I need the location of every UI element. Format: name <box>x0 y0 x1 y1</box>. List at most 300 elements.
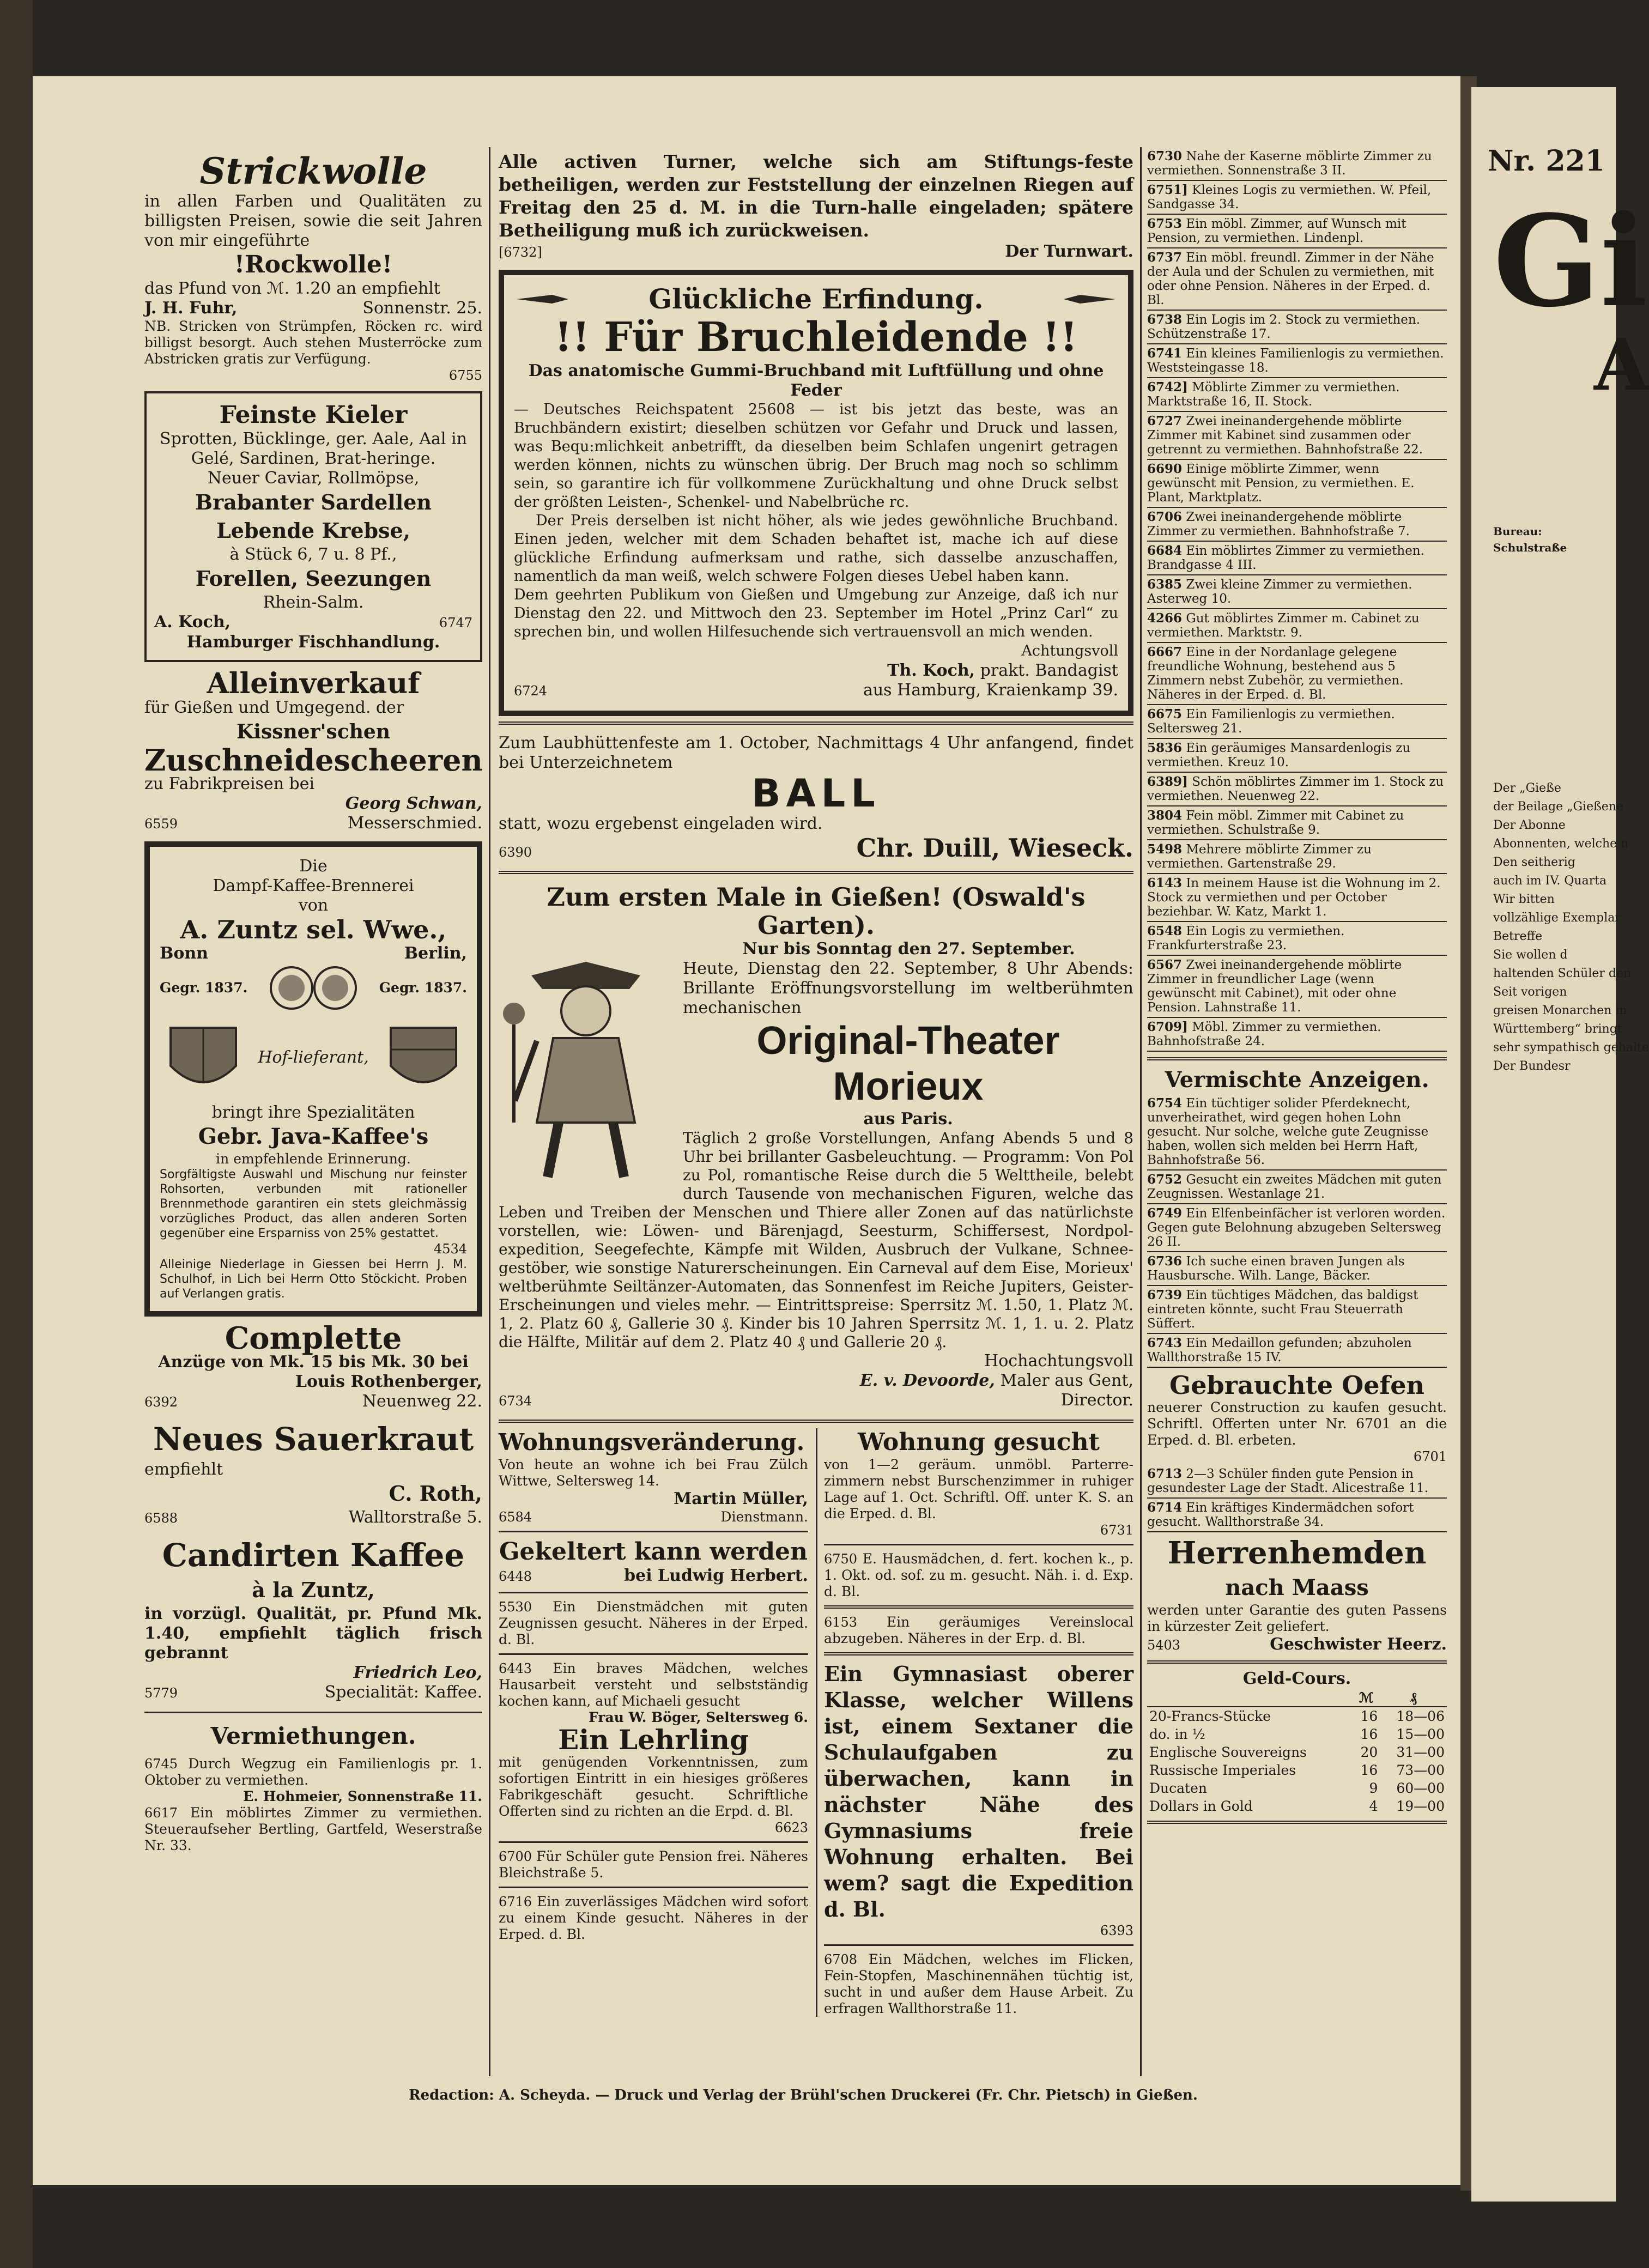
ad-number: 6743 <box>1147 1336 1183 1350</box>
column-2-right <box>816 1428 1133 2017</box>
ad-trade: Messerschmied. <box>347 814 482 833</box>
ad-number: 6730 <box>1147 149 1183 163</box>
ad-number: 6448 <box>499 1569 532 1584</box>
ad-number: 6393 <box>1100 1923 1133 1938</box>
divider <box>824 1944 1133 1946</box>
masthead: Gi <box>1493 188 1648 335</box>
rates-cell-label: 20-Francs-Stücke <box>1149 1708 1271 1724</box>
ad-number: 6392 <box>144 1394 178 1410</box>
ad-number: 6617 <box>144 1805 178 1821</box>
ad-text: Einige möblirte Zimmer, wenn gewünscht mit Pension, zu vermiethen. E. Plant, Marktplatz. <box>1147 462 1415 505</box>
ad-body: Sorgfältigste Auswahl und Mischung nur feinster Rohsorten, verbunden mit rationeller Brennmethode garantiren ein stets gleichmässig vorzügliches Product, das allen anderen Sorten gegenüber eine Ersparniss von 25% gestattet. <box>160 1168 467 1240</box>
ad-text: Ein kleines Familienlogis zu vermiethen. Weststeingasse 18. <box>1147 347 1444 375</box>
next-page-line: Seit vorigen <box>1493 985 1567 999</box>
ad-text: Anzüge von Mk. 15 bis Mk. 30 bei <box>158 1353 469 1372</box>
rental-item <box>1147 922 1447 956</box>
ad-body: Täglich 2 große Vorstellungen, Anfang Abends 5 und 8 Uhr bei brillanter Gasbeleuchtung. — Programm: Von Pol zu Pol, romantische Reise durch die 5 Welttheile, belebt durch Tausende von mechanischen Figuren, welche das Leben und Treiben der Menschen und Thiere aller Zonen auf das natürlichste vorstellen, wie: Löwen- und Bärenjagd, Seesturm, Schiffersest, Nordpol-expedition, Seegefechte, Kämpfe mit Wilden, Ausbruch der Vulkane, Schnee-gestöber, wie sonstige Naturerscheinungen. Ein Carneval auf dem Eise, Morieux' weltberühmte Seiltänzer-Automaten, das Sonnenfest im Reiche Jupiters, Geister-Erscheinungen und vieles mehr. — Eintrittspreise: Sperrsitz ℳ. 1.50, 1. Platz ℳ. 1, 2. Platz 60 ₰, Gallerie 30 ₰. Kinder bis 10 Jahren Sperrsitz ℳ. 1, 1. u. 2. Platz die Hälfte, Militär auf dem 2. Platz 40 ₰ und Gallerie 20 ₰. <box>499 1129 1133 1351</box>
ad-text: neuerer Construction zu kaufen gesucht. Schriftl. Offerten unter Nr. 6701 an die Erped. d. Bl. erbeten. <box>1147 1399 1447 1448</box>
ad-text: Nahe der Kaserne möblirte Zimmer zu vermiethen. Sonnenstraße 3 II. <box>1147 149 1432 178</box>
ad-depot: Alleinige Niederlage in Giessen bei Herrn J. M. Schulhof, in Lich bei Herrn Otto Stöckicht. Proben auf Verlangen gratis. <box>160 1258 467 1301</box>
ad-text: empfiehlt <box>144 1460 223 1479</box>
ad-number: 6734 <box>499 1393 532 1409</box>
ad-price: à Stück 6, 7 u. 8 Pf., <box>229 545 397 564</box>
rental-item <box>1147 344 1447 378</box>
ad-seller: C. Roth, <box>389 1481 482 1506</box>
column-rule <box>489 147 490 2076</box>
rates-cell-p: 19—00 <box>1396 1798 1445 1814</box>
rental-item <box>1147 215 1447 248</box>
rental-item <box>1147 1018 1447 1052</box>
rates-cell-label: Dollars in Gold <box>1149 1798 1253 1814</box>
rental-item <box>1147 412 1447 460</box>
rental-item <box>1147 311 1447 344</box>
ad-text-2: Neuer Caviar, Rollmöpse, <box>207 469 420 488</box>
divider <box>499 721 1133 725</box>
ad-number: 6584 <box>499 1509 532 1525</box>
ad-text: Ein Elfenbeinfächer ist verloren worden. Gegen gute Belohnung abzugeben Seltersweg 26 II. <box>1147 1206 1446 1249</box>
book-spine <box>0 0 33 2268</box>
ad-number: 6731 <box>1100 1523 1133 1538</box>
masthead-sub: A <box>1594 323 1649 407</box>
ad-number: [6732] <box>499 245 542 260</box>
ad-number: 6751] <box>1147 183 1188 197</box>
column-3 <box>1147 147 1447 1829</box>
rates-cell-m: 9 <box>1369 1780 1378 1796</box>
ad-role: Dienstmann. <box>720 1509 808 1525</box>
pointing-hand-icon <box>1058 288 1118 310</box>
ad-ball <box>499 730 1133 865</box>
ad-seller: Frau W. Böger, Seltersweg 6. <box>589 1709 808 1725</box>
rental-item <box>1147 147 1447 181</box>
misc-item <box>1147 1334 1447 1368</box>
ad-number: 6684 <box>1147 543 1183 558</box>
ad-text: Heute, Dienstag den 22. September, 8 Uhr Abends: Brillante Eröffnungsvorstellung im weltberühmten mechanischen <box>683 959 1133 1017</box>
ad-seller: Louis Rothenberger, <box>295 1372 482 1391</box>
ad-seller: A. Koch, <box>154 613 231 632</box>
divider <box>499 1653 808 1655</box>
ad-number: 6727 <box>1147 414 1183 428</box>
ad-seller: Georg Schwan, <box>345 794 482 813</box>
ad-number: 6559 <box>144 816 178 832</box>
ad-brand: Kissner'schen <box>236 720 390 743</box>
ad-number: 6143 <box>1147 876 1183 890</box>
divider <box>1147 1057 1447 1060</box>
rental-item <box>1147 460 1447 508</box>
next-page-line: Betreffe <box>1493 930 1543 943</box>
ad-text: Zum Laubhüttenfeste am 1. October, Nachmittags 4 Uhr anfangend, findet bei Unterzeichnetem <box>499 733 1133 772</box>
ad-origin: aus Paris. <box>863 1109 953 1129</box>
ad-city-1: Bonn <box>160 944 208 963</box>
ad-number: 6675 <box>1147 707 1183 721</box>
ad-city-2: Berlin, <box>404 944 467 963</box>
ad-text: Ich suche einen braven Jungen als Hausbursche. Wilh. Lange, Bäcker. <box>1147 1254 1405 1283</box>
divider <box>499 871 1133 874</box>
ad-number: 6443 <box>499 1661 532 1676</box>
ad-title: Gebrauchte Oefen <box>1169 1370 1425 1400</box>
ad-text: Ein Medaillon gefunden; abzuholen Wallthorstraße 15 IV. <box>1147 1336 1412 1365</box>
ad-text: Möblirte Zimmer zu vermiethen. Marktstraße 16, II. Stock. <box>1147 380 1400 409</box>
rates-cell-m: 16 <box>1360 1708 1378 1724</box>
ad-text: Ein geräumiges Vereinslocal abzugeben. Näheres in der Erp. d. Bl. <box>824 1614 1134 1646</box>
ad-text: Sprotten, Bücklinge, ger. Aale, Aal in Gelé, Sardinen, Brat-heringe. <box>160 429 467 468</box>
ad-number: 5403 <box>1147 1638 1181 1653</box>
ad-product: Zuschneidescheeren <box>144 743 483 778</box>
ad-bruchband <box>499 270 1133 716</box>
column-2 <box>499 147 1133 2017</box>
ad-text: Ein Logis im 2. Stock zu vermiethen. Schützenstraße 17. <box>1147 313 1421 341</box>
ad-title: Wohnung gesucht <box>858 1428 1100 1456</box>
ad-purveyor: Hof-lieferant, <box>258 1048 369 1067</box>
ad-number: 6739 <box>1147 1288 1183 1302</box>
ad-text: von 1—2 geräum. unmöbl. Parterre-zimmern nebst Burschenzimmer in ruhiger Lage auf 1. Oct. Schriftl. Off. unter K. S. an die Erped. d. Bl. <box>824 1457 1133 1521</box>
ad-seller: Th. Koch, <box>887 661 975 680</box>
rates-row <box>1147 1707 1447 1725</box>
ad-number: 6389] <box>1147 774 1188 789</box>
next-page-line: sehr sympathisch gehalte <box>1493 1041 1649 1054</box>
rates-row <box>1147 1761 1447 1779</box>
ad-turner <box>499 147 1133 265</box>
rates-row <box>1147 1725 1447 1743</box>
ad-text: Mehrere möblirte Zimmer zu vermiethen. Gartenstraße 29. <box>1147 842 1372 871</box>
ad-number: 3804 <box>1147 808 1183 823</box>
ad-text: Ein braves Mädchen, welches Hausarbeit versteht und selbstständig kochen kann, auf Michaeli gesucht <box>499 1660 808 1709</box>
ad-lead: Das anatomische Gummi-Bruchband mit Luftfüllung und ohne Feder <box>528 361 1104 400</box>
next-page <box>1471 87 1649 2202</box>
ad-text: Ein möblirtes Zimmer zu vermiethen. Steueraufseher Bertling, Gartfeld, Weserstraße Nr. 33. <box>144 1805 482 1853</box>
ad-number: 6745 <box>144 1756 178 1772</box>
next-page-line: Abonnenten, welche n <box>1493 837 1629 851</box>
rental-item <box>1147 956 1447 1018</box>
ad-theater <box>499 880 1133 1414</box>
ad-title-3: Ein Lehrling <box>558 1724 749 1756</box>
ad-seller: E. v. Devoorde, <box>859 1371 995 1390</box>
section-vermiethungen <box>144 1719 482 1857</box>
coat-of-arms-icon <box>160 1017 247 1099</box>
pointing-hand-icon <box>514 288 574 310</box>
rates-cell-m: 16 <box>1360 1762 1378 1778</box>
rates-cell-m: 4 <box>1369 1798 1378 1814</box>
next-page-line: haltenden Schüler den <box>1493 967 1632 980</box>
ad-zuntz <box>144 841 482 1317</box>
coat-of-arms-icon <box>380 1017 467 1099</box>
medals-icon <box>267 963 360 1012</box>
ad-number: 6667 <box>1147 645 1183 659</box>
ad-shop: Hamburger Fischhandlung. <box>186 633 440 652</box>
rates-row <box>1147 1797 1447 1815</box>
ad-number: 6736 <box>1147 1254 1183 1269</box>
ad-number: 6716 <box>499 1894 532 1909</box>
ad-die: Die <box>299 857 328 876</box>
column-2-left <box>499 1428 808 2017</box>
ad-number: 6750 <box>824 1551 858 1567</box>
ad-firm: Dampf-Kaffee-Brennerei <box>213 876 414 895</box>
ad-number: 6709] <box>1147 1020 1188 1034</box>
ad-text: Ein Logis zu vermiethen. Frankfurterstraße 23. <box>1147 924 1345 953</box>
section-title: Vermiethungen. <box>210 1723 416 1749</box>
ad-number: 6690 <box>1147 462 1183 476</box>
divider <box>144 1712 482 1713</box>
ad-highlight-3: Forellen, Seezungen <box>195 566 432 591</box>
next-page-line: Der Bundesr <box>1493 1059 1571 1073</box>
rates-title: Geld-Cours. <box>1242 1669 1351 1688</box>
rental-item <box>1147 773 1447 806</box>
ad-text: Möbl. Zimmer zu vermiethen. Bahnhofstraße 24. <box>1147 1020 1381 1048</box>
ad-complette <box>144 1321 482 1415</box>
rates-row <box>1147 1779 1447 1797</box>
ad-title: Neues Sauerkraut <box>153 1421 474 1458</box>
ad-empfehlung: in empfehlende Erinnerung. <box>216 1151 411 1167</box>
ad-number: 6713 <box>1147 1466 1183 1481</box>
ad-number: 5530 <box>499 1599 532 1615</box>
next-page-line: greisen Monarchen in <box>1493 1004 1627 1017</box>
misc-list-2 <box>1147 1465 1447 1532</box>
ad-number: 6153 <box>824 1615 858 1630</box>
rental-item <box>1147 248 1447 311</box>
ad-address: Sonnenstr. 25. <box>362 299 482 318</box>
misc-item <box>1147 1252 1447 1286</box>
ad-number: 6548 <box>1147 924 1183 938</box>
ad-number: 6742] <box>1147 380 1188 395</box>
divider <box>1147 1660 1447 1664</box>
ad-note: NB. Stricken von Strümpfen, Röcken rc. wird billigst besorgt. Auch stehen Musterröcke zum Abstricken gratis zur Verfügung. <box>144 318 482 367</box>
ad-number: 6708 <box>824 1952 858 1967</box>
ad-number: 6749 <box>1147 1206 1183 1221</box>
ad-seller: bei Ludwig Herbert. <box>624 1566 808 1585</box>
ad-number: 4266 <box>1147 611 1183 626</box>
ad-kaffee <box>144 1531 482 1706</box>
ad-title: Alleinverkauf <box>207 667 420 700</box>
ad-title: BALL <box>751 771 881 816</box>
ad-seller: E. Hohmeier, Sonnenstraße 11. <box>243 1788 482 1804</box>
misc-item <box>1147 1465 1447 1499</box>
ad-text: Ein zuverlässiges Mädchen wird sofort zu einem Kinde gesucht. Näheres in der Erped. d. Bl. <box>499 1894 808 1942</box>
rates-header: ₰ <box>1380 1689 1447 1707</box>
ad-text: Zwei ineinandergehende möblirte Zimmer zu vermiethen. Bahnhofstraße 7. <box>1147 510 1410 538</box>
ad-seller: Martin Müller, <box>674 1489 808 1508</box>
ad-text: Kleines Logis zu vermiethen. W. Pfeil, Sandgasse 34. <box>1147 183 1432 211</box>
ad-founded-2: Gegr. 1837. <box>379 980 467 996</box>
misc-list <box>1147 1094 1447 1368</box>
misc-item <box>1147 1499 1447 1532</box>
ad-signature: Der Turnwart. <box>1005 242 1133 261</box>
ad-number: 6390 <box>499 845 532 860</box>
ad-title-2: Herrenhemden <box>1167 1535 1427 1571</box>
next-page-line: Der Abonne <box>1493 818 1566 832</box>
ad-subtitle: nach Maass <box>1225 1575 1369 1600</box>
ad-text: werden unter Garantie des guten Passens in kürzester Zeit geliefert. <box>1147 1602 1447 1634</box>
rental-item <box>1147 508 1447 542</box>
rental-item <box>1147 739 1447 773</box>
ad-highlight-2: Lebende Krebse, <box>216 518 410 543</box>
ad-text-2: zu Fabrikpreisen bei <box>144 774 315 793</box>
rates-cell-p: 31—00 <box>1396 1744 1445 1760</box>
ad-number: 6753 <box>1147 216 1183 231</box>
next-page-line: Württemberg“ bringt <box>1493 1022 1622 1036</box>
ad-title: Feinste Kieler <box>219 401 408 429</box>
ad-number: 6700 <box>499 1849 532 1864</box>
ad-text-2: statt, wozu ergebenst eingeladen wird. <box>499 814 823 833</box>
ad-text: Ein tüchtiger solider Pferdeknecht, unverheirathet, wird gegen hohen Lohn gesucht. Nur solche, welche gute Zeugnisse haben, wollen sich melden bei Herrn Haft, Bahnhofstraße 56. <box>1147 1096 1429 1167</box>
ad-title: Glückliche Erfindung. <box>648 283 984 315</box>
ad-price: das Pfund von ℳ. 1.20 an empfiehlt <box>144 279 440 298</box>
ad-number: 6714 <box>1147 1500 1183 1515</box>
section-title: Vermischte Anzeigen. <box>1165 1067 1429 1093</box>
ad-number: 4534 <box>433 1241 467 1257</box>
ad-text: Zwei ineinandergehende möblirte Zimmer in freundlicher Lage (wenn gewünscht mit Cabinet), mit oder ohne Pension. Lahnstraße 11. <box>1147 958 1402 1015</box>
ad-text: mit genügenden Vorkenntnissen, zum sofortigen Eintritt in ein hiesiges größeres Fabrikgeschäft gesucht. Schriftliche Offerten sind zu richten an die Erpd. d. Bl. <box>499 1754 808 1819</box>
ad-number: 6747 <box>439 615 472 630</box>
ad-head: Zum ersten Male in Gießen! (Oswald's Garten). <box>547 882 1086 940</box>
divider <box>499 1841 808 1843</box>
next-page-line: Der „Gieße <box>1493 781 1561 795</box>
divider <box>824 1652 1133 1655</box>
ad-highlight: !Rockwolle! <box>234 251 393 278</box>
divider <box>1147 1821 1447 1824</box>
bureau: Bureau: Schulstraße <box>1493 525 1567 554</box>
rental-item <box>1147 181 1447 215</box>
next-page-line: Wir bitten <box>1493 893 1555 906</box>
rates-header: ℳ <box>1353 1689 1380 1707</box>
ad-text: für Gießen und Umgegend. der <box>144 698 404 717</box>
ad-number: 5836 <box>1147 741 1183 755</box>
ad-text: Gut möblirtes Zimmer m. Cabinet zu vermiethen. Marktstr. 9. <box>1147 611 1420 640</box>
ad-regards: Hochachtungsvoll <box>984 1351 1133 1370</box>
misc-item <box>1147 1171 1447 1204</box>
ad-address: Walltorstraße 5. <box>348 1508 482 1527</box>
ad-text: 2—3 Schüler finden gute Pension in gesundester Lage der Stadt. Alicestraße 11. <box>1147 1467 1429 1495</box>
ad-title: Wohnungsveränderung. <box>499 1429 805 1456</box>
ad-seller: Friedrich Leo, <box>353 1663 482 1682</box>
ad-text: Alle activen Turner, welche sich am Stiftungs-feste betheiligen, werden zur Feststellung der einzelnen Riegen auf Freitag den 25 d. M. in die Turn-halle eingeladen; spätere Betheiligung muß ich zurückweisen. <box>499 151 1133 241</box>
rental-item <box>1147 609 1447 643</box>
rates-cell-m: 20 <box>1360 1744 1378 1760</box>
next-page-lines <box>1493 779 1649 1076</box>
ad-product: Gebr. Java-Kaffee's <box>198 1124 429 1149</box>
ad-title: Strickwolle <box>199 150 427 192</box>
ad-headline: !! Für Bruchleidende !! <box>554 314 1078 361</box>
ad-regards: Achtungsvoll <box>1021 642 1118 659</box>
ad-sub: Nur bis Sonntag den 27. September. <box>742 939 1075 959</box>
divider <box>824 1605 1133 1609</box>
ad-title: A. Zuntz sel. Wwe., <box>180 915 447 944</box>
ad-subtitle: à la Zuntz, <box>252 1578 375 1602</box>
rates-cell-label: Russische Imperiales <box>1149 1762 1296 1778</box>
rental-item <box>1147 542 1447 575</box>
ad-text: Für Schüler gute Pension frei. Näheres Bleichstraße 5. <box>499 1848 808 1881</box>
ad-sauerkraut <box>144 1415 482 1531</box>
rates-cell-p: 73—00 <box>1396 1762 1445 1778</box>
ad-title: Candirten Kaffee <box>162 1537 465 1574</box>
ad-number: 5498 <box>1147 842 1183 857</box>
rates-cell-p: 60—00 <box>1396 1780 1445 1796</box>
ad-alleinverkauf <box>144 666 482 837</box>
ad-title-2: Gekeltert kann werden <box>499 1538 808 1566</box>
ad-trade: prakt. Bandagist <box>980 661 1118 680</box>
ad-address: Neuenweg 22. <box>362 1392 482 1411</box>
ad-number: 6701 <box>1413 1449 1447 1464</box>
ad-number: 6706 <box>1147 510 1183 524</box>
ad-text: Ein kräftiges Kindermädchen sofort gesucht. Wallthorstraße 34. <box>1147 1501 1414 1529</box>
rental-item <box>1147 840 1447 874</box>
ad-title: Complette <box>225 1320 402 1356</box>
next-page-line: der Beilage „Gießene <box>1493 800 1624 814</box>
next-page-line: Den seitherig <box>1493 856 1575 869</box>
ad-text: Ein Mädchen, welches im Flicken, Fein-Stopfen, Maschinennähen tüchtig ist, sucht in und außer dem Hause Arbeit. Zu erfragen Wallthorstraße 11. <box>824 1951 1133 2016</box>
ad-text: Ein Dienstmädchen mit guten Zeugnissen gesucht. Näheres in der Erped. d. Bl. <box>499 1599 808 1647</box>
ad-von: von <box>298 896 329 915</box>
ad-number: 6752 <box>1147 1172 1183 1187</box>
ad-number: 6741 <box>1147 346 1183 361</box>
rental-list <box>1147 147 1447 1052</box>
ad-number: 6567 <box>1147 957 1183 972</box>
ad-text-3: Rhein-Salm. <box>263 593 364 612</box>
ad-number: 5779 <box>144 1685 178 1701</box>
footer-imprint: Redaction: A. Scheyda. — Druck und Verlag der Brühl'schen Druckerei (Fr. Chr. Pietsch) in Gießen. <box>409 2087 1198 2103</box>
divider <box>499 1531 808 1532</box>
divider <box>499 1887 808 1888</box>
ad-seller: J. H. Fuhr, <box>144 299 238 318</box>
rates-cell-p: 15—00 <box>1396 1726 1445 1742</box>
ad-text: Durch Wegzug ein Familienlogis pr. 1. Oktober zu vermiethen. <box>144 1756 482 1788</box>
ad-title: Original-Theater Morieux <box>756 1019 1060 1108</box>
ad-gymnasiast: Ein Gymnasiast oberer Klasse, welcher Willens ist, einem Sextaner die Schulaufgaben zu überwachen, kann in nächster Nähe des Gymnasiums freie Wohnung erhalten. Bei wem? sagt die Expedition d. Bl. <box>824 1661 1133 1921</box>
rates-cell-label: Englische Souvereigns <box>1149 1744 1307 1760</box>
ad-text: in allen Farben und Qualitäten zu billigsten Preisen, sowie die seit Jahren von mir eingeführte <box>144 192 482 250</box>
ad-bringt: bringt ihre Spezialitäten <box>211 1103 415 1122</box>
ad-text: Fein möbl. Zimmer mit Cabinet zu vermiethen. Schulstraße 9. <box>1147 809 1404 837</box>
divider <box>824 1544 1133 1545</box>
rental-item <box>1147 705 1447 739</box>
rental-item <box>1147 874 1447 922</box>
ad-role: Director. <box>1060 1391 1133 1410</box>
ad-trade: Specialität: Kaffee. <box>324 1683 482 1702</box>
ad-text: Ein geräumiges Mansardenlogis zu vermiethen. Kreuz 10. <box>1147 741 1411 769</box>
ad-body-2: Der Preis derselben ist nicht höher, als wie jedes gewöhnliche Bruchband. Einen jeden, welcher mit dem Schaden behaftet ist, mache ich auf diese glückliche Erfindung aufmerksam und rathe, sich dasselbe anzuschaffen, namentlich da man weiß, welch schwere Folgen dieses Uebel haben kann. <box>514 512 1118 585</box>
ad-text: Ein tüchtiges Mädchen, das baldigst eintreten könnte, sucht Frau Steuerrath Süffert. <box>1147 1288 1418 1331</box>
ad-text: Zwei kleine Zimmer zu vermiethen. Asterweg 10. <box>1147 578 1412 606</box>
ad-number: 6623 <box>774 1820 808 1835</box>
ad-number: 6755 <box>448 368 482 383</box>
rates-header <box>1147 1689 1353 1707</box>
ad-text: E. Hausmädchen, d. fert. kochen k., p. 1. Okt. od. sof. zu m. gesucht. Näh. i. d. Exp. d. Bl. <box>824 1551 1133 1599</box>
ad-body-3: Dem geehrten Publikum von Gießen und Umgebung zur Anzeige, daß ich nur Dienstag den 22. und Mittwoch den 23. September im Hotel „Prinz Carl“ zu sprechen bin, und wollen Hilfesuchende sich vertrauensvoll an mich wenden. <box>514 586 1118 640</box>
rates-cell-p: 18—06 <box>1396 1708 1445 1724</box>
ad-number: 6385 <box>1147 577 1183 592</box>
rates-cell-m: 16 <box>1360 1726 1378 1742</box>
issue-number: Nr. 221 <box>1488 144 1605 178</box>
divider <box>499 1592 808 1593</box>
column-rule <box>1140 147 1142 2076</box>
ad-body: — Deutsches Reichspatent 25608 — ist bis jetzt das beste, was an Bruchbändern existirt; dieselben schützen vor Gefahr und Druck und lassen, was Bequ:mlichkeit anbetrifft, da dieselben beim Schlafen ungenirt getragen werden können, nichts zu wünschen übrig. Der Bruch mag noch so schlimm sein, so garantire ich für vollkommene Zurückhaltung und ohne Druck selbst der größten Leisten-, Schenkel- und Nabelbrüche rc. <box>514 401 1118 511</box>
ad-founded-1: Gegr. 1837. <box>160 980 248 996</box>
column-2-split <box>499 1428 1133 2017</box>
next-page-line: auch im IV. Quarta <box>1493 874 1607 888</box>
ad-text: Gesucht ein zweites Mädchen mit guten Zeugnissen. Westanlage 21. <box>1147 1173 1442 1201</box>
misc-item <box>1147 1204 1447 1252</box>
divider <box>499 1420 1133 1423</box>
ad-number: 6724 <box>514 683 548 699</box>
ad-text: Ein möbl. freundl. Zimmer in der Nähe der Aula und der Schulen zu vermiethen, mit oder ohne Pension. Näheres in der Erped. d. Bl. <box>1147 251 1434 307</box>
ad-address: aus Hamburg, Kraienkamp 39. <box>863 681 1118 700</box>
rates-row <box>1147 1743 1447 1761</box>
ad-seller: Chr. Duill, Wieseck. <box>856 833 1133 863</box>
ad-text: Ein Familienlogis zu vermiethen. Seltersweg 21. <box>1147 707 1395 736</box>
misc-item <box>1147 1094 1447 1171</box>
rates-cell-label: Ducaten <box>1149 1780 1207 1796</box>
next-page-line: Sie wollen d <box>1493 948 1568 962</box>
ad-text: Ein möbl. Zimmer, auf Wunsch mit Pension, zu vermiethen. Lindenpl. <box>1147 217 1406 245</box>
column-1 <box>144 147 482 1857</box>
